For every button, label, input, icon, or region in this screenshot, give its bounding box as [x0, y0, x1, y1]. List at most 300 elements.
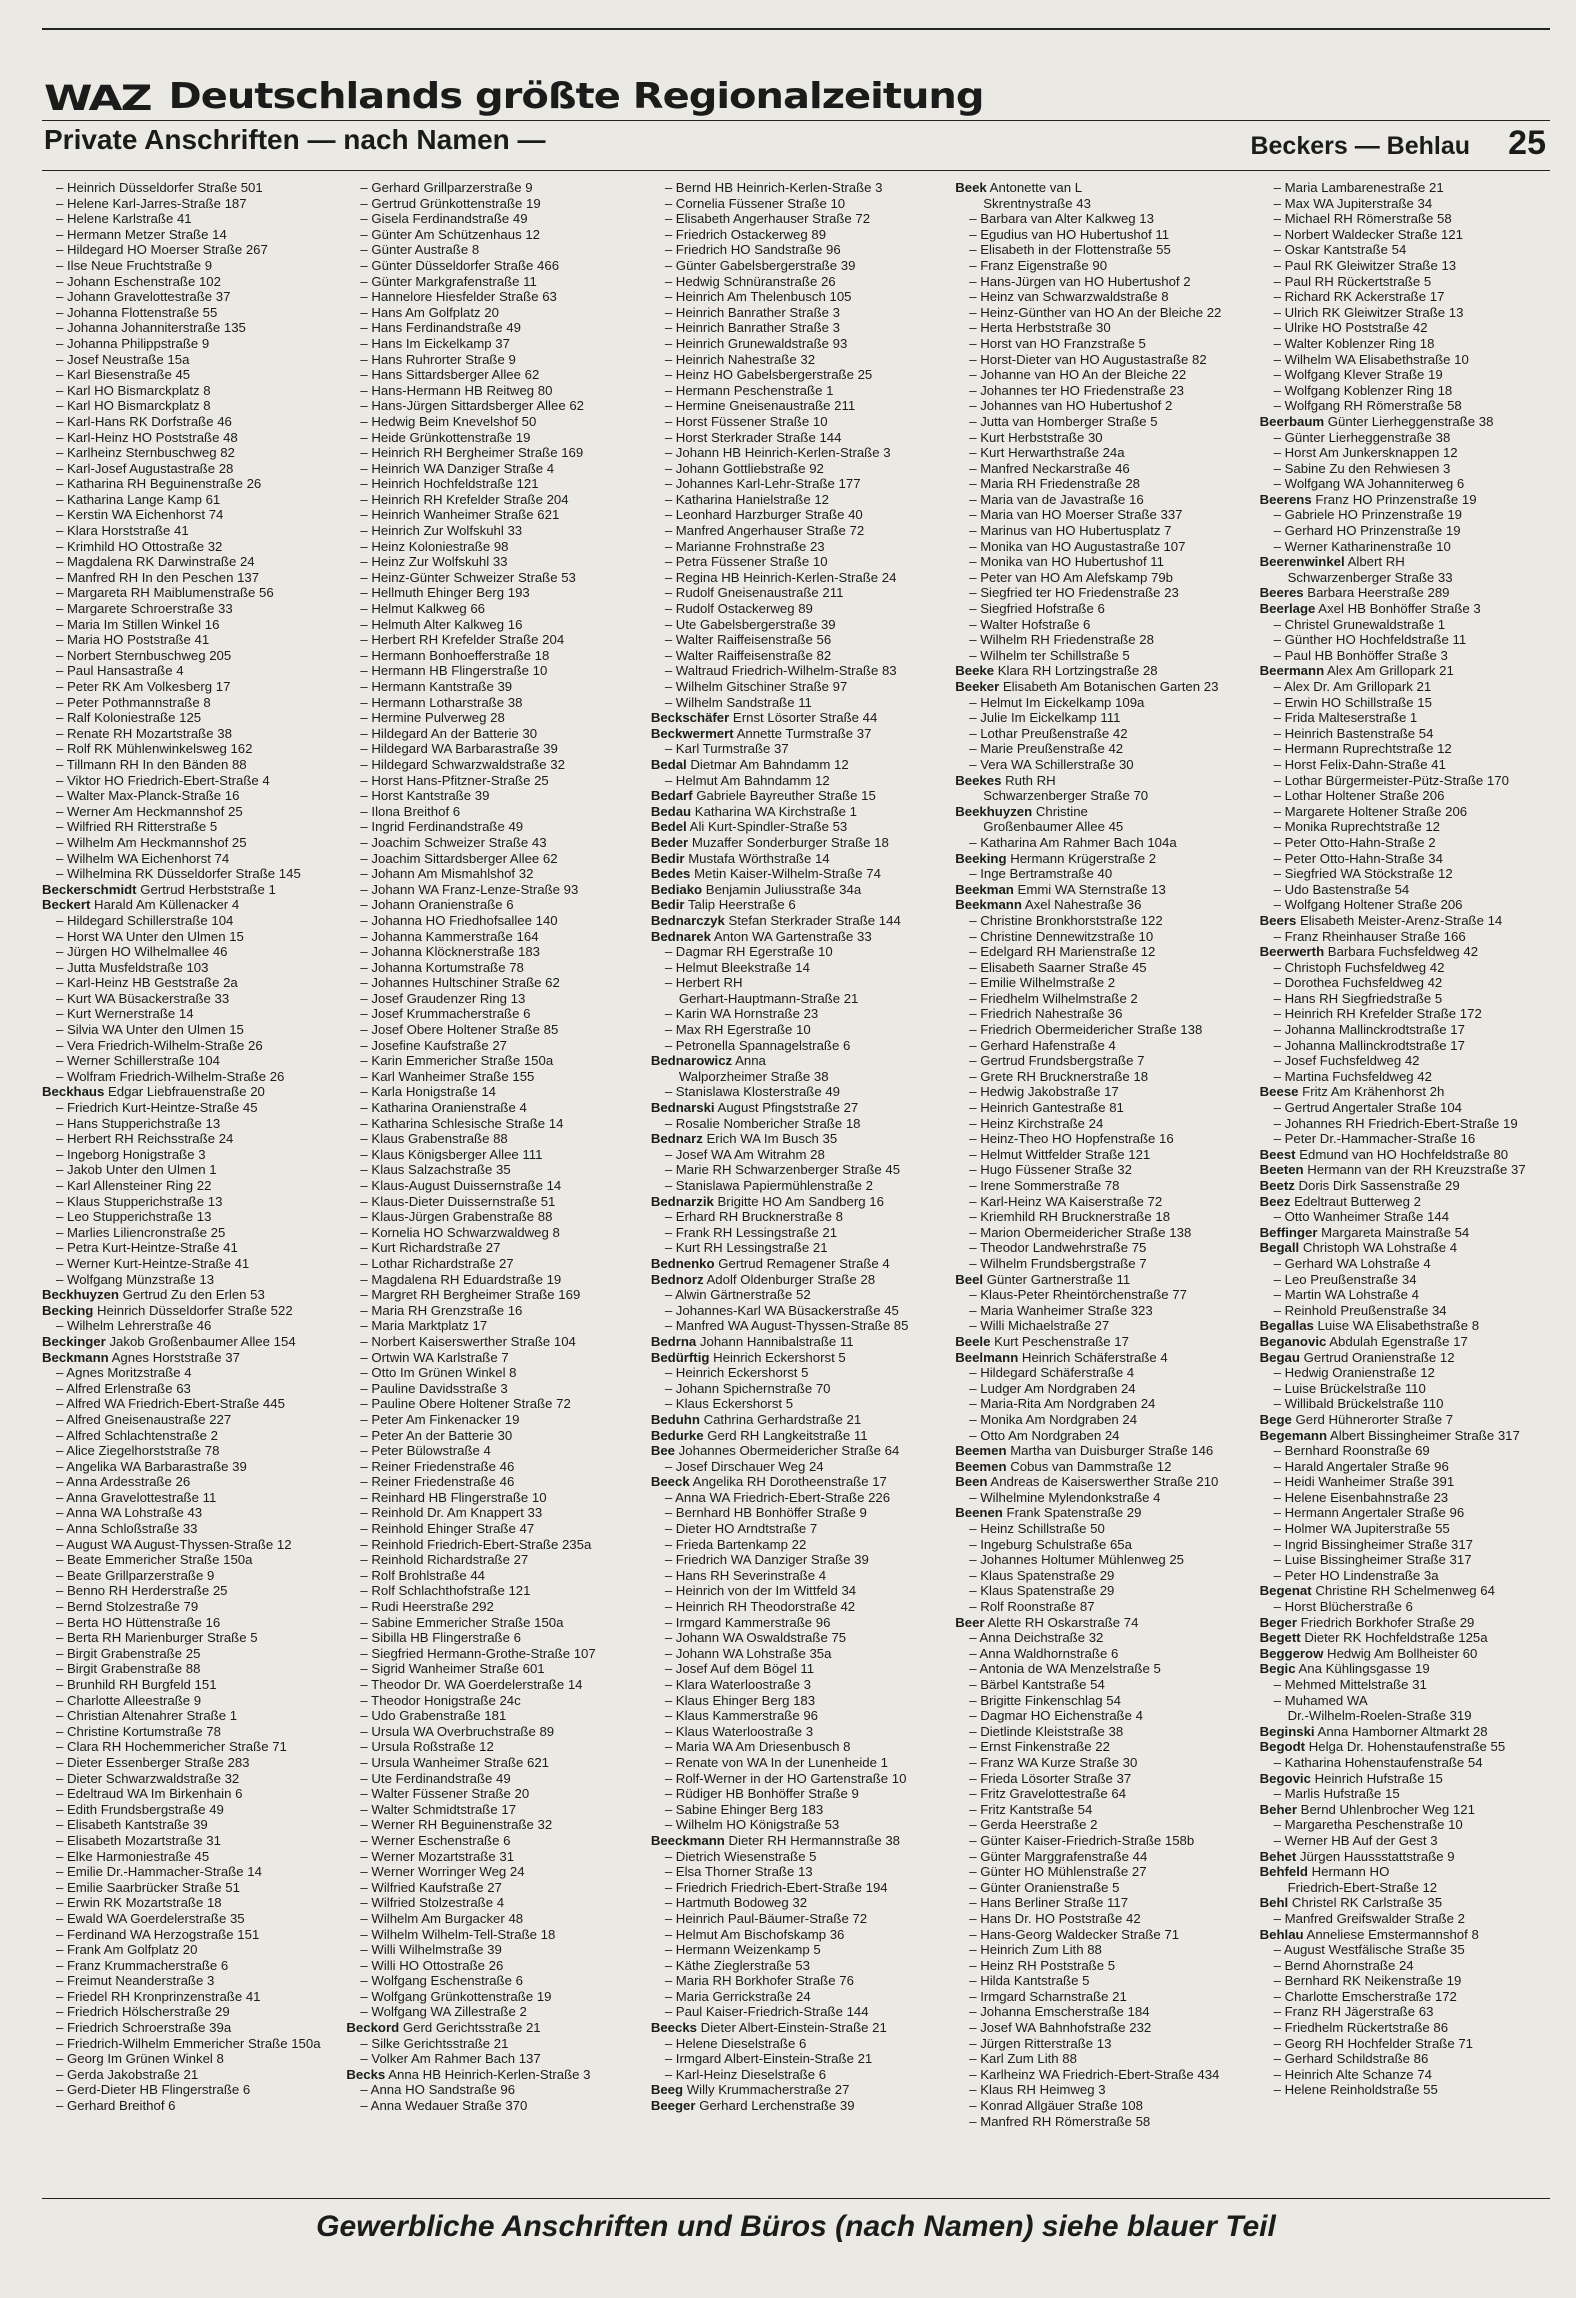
- directory-entry: [42, 1911, 332, 1927]
- directory-entry: [1260, 2082, 1550, 2098]
- entry-details: – Hildegard Schäferstraße 4: [969, 1365, 1135, 1381]
- entry-details: – Rolf RK Mühlenwinkelsweg 162: [56, 741, 253, 757]
- entry-details: Edgar Liebfrauenstraße 20: [104, 1084, 265, 1100]
- directory-entry: [955, 944, 1245, 960]
- directory-entry: [955, 1350, 1245, 1366]
- entry-details: – Brigitte Finkenschlag 54: [969, 1692, 1121, 1708]
- directory-entry: [42, 1240, 332, 1256]
- entry-details: – Alice Ziegelhorststraße 78: [56, 1443, 220, 1459]
- directory-entry: [346, 1318, 636, 1334]
- entry-details: – Pauline Davidsstraße 3: [360, 1380, 508, 1396]
- entry-details: – Walter Füssener Straße 20: [360, 1786, 530, 1802]
- directory-entry: [955, 2114, 1245, 2130]
- entry-details: – Friedrich-Wilhelm Emmericher Straße 150a: [56, 2035, 321, 2051]
- entry-details: Johann Hannibalstraße 11: [696, 1333, 854, 1349]
- directory-entry: [955, 882, 1245, 898]
- entry-details: – Karin Emmericher Straße 150a: [360, 1053, 554, 1069]
- entry-details: – Klaus-Jürgen Grabenstraße 88: [360, 1209, 553, 1225]
- directory-entry: [42, 461, 332, 477]
- directory-entry: [651, 1084, 941, 1100]
- entry-details: Erich WA Im Busch 35: [702, 1131, 838, 1147]
- directory-entry: [346, 445, 636, 461]
- entry-details: – Marion Obermeidericher Straße 138: [969, 1224, 1192, 1240]
- entry-details: Schwarzenberger Straße 70: [983, 788, 1149, 804]
- directory-entry: [1260, 1521, 1550, 1537]
- surname: Beelmann: [955, 1349, 1019, 1365]
- directory-entry: [955, 1537, 1245, 1553]
- directory-entry: [346, 1162, 636, 1178]
- directory-entry: [346, 1802, 636, 1818]
- entry-details: – Josef Dirschauer Weg 24: [664, 1458, 824, 1474]
- directory-entry: [1260, 804, 1550, 820]
- entry-details: – Reinhold Dr. Am Knappert 33: [360, 1505, 543, 1521]
- entry-details: – Hermann Kantstraße 39: [360, 679, 513, 694]
- surname: Beer: [955, 1614, 985, 1630]
- directory-entry: [1260, 2051, 1550, 2067]
- entry-details: Christel RK Carlstraße 35: [1288, 1895, 1443, 1911]
- entry-details: – Luise Bissingheimer Straße 317: [1273, 1552, 1472, 1568]
- entry-details: – Horst Hans-Pfitzner-Straße 25: [360, 772, 549, 788]
- surname: Beemen: [955, 1443, 1007, 1459]
- entry-details: – Klaus Grabenstraße 88: [360, 1131, 508, 1147]
- directory-entry: [955, 726, 1245, 742]
- entry-details: – Dagmar RH Egerstraße 10: [664, 944, 833, 960]
- entry-details: – Manfred RH Römerstraße 58: [969, 2113, 1151, 2129]
- directory-entry: [955, 1521, 1245, 1537]
- directory-entry: [1260, 1100, 1550, 1116]
- surname: Beez: [1259, 1193, 1291, 1209]
- entry-details: – Gabriele HO Prinzenstraße 19: [1273, 507, 1462, 523]
- entry-details: – Helene Dieselstraße 6: [664, 2035, 807, 2051]
- directory-entry: [651, 430, 941, 446]
- entry-details: – Hans-Jürgen Sittardsberger Allee 62: [360, 398, 584, 414]
- entry-details: Hermann van der RH Kreuzstraße 37: [1303, 1162, 1526, 1178]
- directory-entry: [42, 227, 332, 243]
- surname: Beerens: [1259, 491, 1312, 507]
- entry-details: – Hans-Hermann HB Reitweg 80: [360, 382, 553, 398]
- entry-details: – Werner Mozartstraße 31: [360, 1848, 515, 1864]
- entry-details: – Ingeburg Schulstraße 65a: [969, 1536, 1132, 1552]
- entry-details: – Ilona Breithof 6: [360, 803, 461, 819]
- entry-details: – Katharina Oranienstraße 4: [360, 1100, 527, 1116]
- entry-details: Doris Dirk Sassenstraße 29: [1294, 1178, 1460, 1193]
- surname: Bedurke: [650, 1427, 704, 1443]
- directory-entry: [1260, 819, 1550, 835]
- entry-details: – Ursula Wanheimer Straße 621: [360, 1754, 550, 1770]
- directory-entry: [1260, 336, 1550, 352]
- entry-details: – Rolf Roonstraße 87: [969, 1599, 1095, 1615]
- entry-details: – Heinz Schillstraße 50: [969, 1521, 1105, 1537]
- entry-details: – Johannes Holtumer Mühlenweg 25: [969, 1552, 1185, 1568]
- directory-entry: [955, 897, 1245, 913]
- entry-details: – Wilhelm HO Königstraße 53: [664, 1817, 840, 1833]
- directory-entry: [955, 1147, 1245, 1163]
- entry-details: – Günter Marggrafenstraße 44: [969, 1848, 1148, 1864]
- entry-details: – Hermann Bonhoefferstraße 18: [360, 647, 550, 663]
- entry-details: Alex Am Grillopark 21: [1324, 663, 1454, 679]
- directory-entry: [42, 180, 332, 196]
- entry-details: – Lothar Preußenstraße 42: [969, 725, 1128, 741]
- directory-entry: [42, 1038, 332, 1054]
- directory-entry: [1260, 1505, 1550, 1521]
- entry-details: – Johanna Mallinckrodtstraße 17: [1273, 1022, 1465, 1038]
- entry-details: – Günter Austraße 8: [360, 242, 480, 258]
- entry-details: – Johanna HO Friedhofsallee 140: [360, 912, 558, 928]
- entry-details: – Wilhelm Gitschiner Straße 97: [664, 679, 848, 694]
- entry-details: – Klaus Ehinger Berg 183: [664, 1692, 816, 1708]
- masthead-rule: [42, 120, 1550, 121]
- directory-entry: [42, 1880, 332, 1896]
- entry-details: – Reinhold Preußenstraße 34: [1273, 1302, 1447, 1318]
- entry-details: – Günther HO Hochfeldstraße 11: [1273, 632, 1467, 648]
- directory-entry: [651, 1693, 941, 1709]
- surname: Beeke: [955, 663, 995, 679]
- directory-entry: [346, 1880, 636, 1896]
- surname: Begallas: [1259, 1318, 1314, 1334]
- directory-entry: [651, 1147, 941, 1163]
- entry-details: – Marinus van HO Hubertusplatz 7: [969, 523, 1172, 539]
- directory-entry: [42, 1895, 332, 1911]
- directory-entry: [955, 1428, 1245, 1444]
- surname: Bedürftig: [650, 1349, 710, 1365]
- directory-entry: [955, 1833, 1245, 1849]
- directory-entry: [651, 539, 941, 555]
- entry-details: – Elsa Thorner Straße 13: [664, 1864, 813, 1880]
- surname: Beckhaus: [42, 1084, 105, 1100]
- entry-details: – Bernhard Roonstraße 69: [1273, 1443, 1430, 1459]
- directory-entry: [1260, 726, 1550, 742]
- entry-details: – Renate von WA In der Lunenheide 1: [664, 1754, 888, 1770]
- directory-entry: [42, 1116, 332, 1132]
- entry-details: Cobus van Dammstraße 12: [1006, 1458, 1172, 1474]
- entry-details: – Birgit Grabenstraße 88: [56, 1661, 201, 1677]
- entry-details: – Hermann Weizenkamp 5: [664, 1942, 821, 1958]
- directory-entry: [651, 2082, 941, 2098]
- entry-details: – Heinrich Grunewaldstraße 93: [664, 335, 848, 351]
- entry-details: – Franz RH Jägerstraße 63: [1273, 2004, 1434, 2020]
- surname: Becking: [42, 1302, 94, 1318]
- entry-details: – Petra Kurt-Heintze-Straße 41: [56, 1240, 238, 1256]
- directory-entry: [42, 523, 332, 539]
- entry-details: – Hermann HB Flingerstraße 10: [360, 663, 548, 679]
- surname: Beckschäfer: [650, 710, 730, 726]
- directory-entry: [651, 1583, 941, 1599]
- entry-details: – Maria-Rita Am Nordgraben 24: [969, 1396, 1156, 1412]
- directory-entry: [1260, 1849, 1550, 1865]
- directory-entry: [955, 1895, 1245, 1911]
- directory-entry: [346, 1771, 636, 1787]
- directory-entry: [651, 1505, 941, 1521]
- directory-entry: [346, 726, 636, 742]
- surname: Beeg: [650, 2082, 684, 2098]
- directory-entry: [346, 352, 636, 368]
- directory-entry: [1260, 1318, 1550, 1334]
- surname: Beekes: [955, 772, 1002, 788]
- directory-entry: [955, 1786, 1245, 1802]
- directory-entry: [1260, 710, 1550, 726]
- directory-entry: [955, 570, 1245, 586]
- directory-entry: [651, 601, 941, 617]
- entry-details: – Hartmuth Bodoweg 32: [664, 1895, 808, 1911]
- entry-details: – Heinrich Banrather Straße 3: [664, 304, 840, 320]
- entry-details: – Johanna Johanniterstraße 135: [56, 320, 246, 336]
- entry-details: – Reinhold Ehinger Straße 47: [360, 1521, 535, 1537]
- entry-details: – Manfred Angerhauser Straße 72: [664, 523, 865, 539]
- directory-entry: [1260, 1084, 1550, 1100]
- directory-entry: [1260, 1973, 1550, 1989]
- directory-entry: [651, 726, 941, 742]
- entry-details: Anna Hamborner Altmarkt 28: [1314, 1723, 1488, 1739]
- directory-entry: [42, 1162, 332, 1178]
- directory-entry: [651, 1490, 941, 1506]
- entry-details: – Anna Waldhornstraße 6: [969, 1645, 1119, 1661]
- surname: Beeten: [1259, 1162, 1304, 1178]
- directory-entry: [1260, 383, 1550, 399]
- entry-details: – Silvia WA Unter den Ulmen 15: [56, 1022, 244, 1038]
- entry-details: – Walter Koblenzer Ring 18: [1273, 335, 1435, 351]
- entry-details: – Günter Oranienstraße 5: [969, 1879, 1120, 1895]
- directory-entry: [651, 1989, 941, 2005]
- directory-entry: [955, 1911, 1245, 1927]
- directory-entry: [651, 242, 941, 258]
- directory-entry: [651, 1038, 941, 1054]
- entry-details: – Wilhelm Wilhelm-Tell-Straße 18: [360, 1926, 556, 1942]
- directory-entry: [1260, 1708, 1550, 1724]
- entry-details: – Erwin HO Schillstraße 15: [1273, 694, 1432, 710]
- entry-details: Dieter RH Hermannstraße 38: [724, 1832, 901, 1848]
- entry-details: – Marlis Hufstraße 15: [1273, 1786, 1400, 1802]
- directory-entry: [1260, 1958, 1550, 1974]
- entry-details: – Bernd Stolzestraße 79: [56, 1599, 199, 1615]
- directory-entry: [346, 1069, 636, 1085]
- entry-details: – Wolfgang WA Johanniterweg 6: [1273, 476, 1465, 492]
- entry-details: – Karla Honigstraße 14: [360, 1084, 497, 1100]
- directory-entry: [955, 1318, 1245, 1334]
- entry-details: – Reinhold Richardstraße 27: [360, 1552, 529, 1568]
- directory-entry: [955, 804, 1245, 820]
- directory-entry: [346, 585, 636, 601]
- directory-entry: [1260, 897, 1550, 913]
- directory-entry: [42, 1350, 332, 1366]
- directory-entry: [955, 1100, 1245, 1116]
- entry-details: – Hans Im Eickelkamp 37: [360, 335, 510, 351]
- entry-details: – Herbert RH: [664, 975, 743, 991]
- directory-entry: [42, 1630, 332, 1646]
- entry-details: – Emilie Saarbrücker Straße 51: [56, 1879, 240, 1895]
- directory-entry: [1260, 679, 1550, 695]
- directory-entry: [651, 1178, 941, 1194]
- surname: Beers: [1259, 912, 1297, 928]
- directory-entry: [651, 1287, 941, 1303]
- directory-entry: [955, 1724, 1245, 1740]
- directory-entry: [955, 367, 1245, 383]
- entry-details: – Gertrud Grünkottenstraße 19: [360, 195, 541, 211]
- entry-details: – Rudi Heerstraße 292: [360, 1599, 494, 1615]
- directory-entry: [42, 991, 332, 1007]
- entry-details: – Werner Katharinenstraße 10: [1273, 538, 1451, 554]
- entry-details: – Edith Frundsbergstraße 49: [56, 1801, 224, 1817]
- entry-details: – Helmut Wittfelder Straße 121: [969, 1146, 1151, 1162]
- surname: Bednarzik: [650, 1193, 714, 1209]
- directory-entry: [955, 2036, 1245, 2052]
- surname: Beerlage: [1259, 601, 1316, 617]
- entry-details: – Johannes-Karl WA Büsackerstraße 45: [664, 1302, 899, 1318]
- directory-entry: [42, 383, 332, 399]
- directory-entry: [651, 1365, 941, 1381]
- surname: Bednarek: [650, 928, 711, 944]
- directory-entry: [955, 476, 1245, 492]
- surname: Bednenko: [650, 1255, 715, 1271]
- directory-entry: [955, 1412, 1245, 1428]
- directory-entry: [42, 632, 332, 648]
- directory-entry: [346, 1038, 636, 1054]
- directory-entry: [346, 1365, 636, 1381]
- entry-details: – Ingrid Bissingheimer Straße 317: [1273, 1536, 1474, 1552]
- directory-entry: [651, 866, 941, 882]
- entry-details: Agnes Horststraße 37: [108, 1349, 240, 1365]
- directory-entry: [955, 1069, 1245, 1085]
- surname: Begau: [1259, 1349, 1300, 1365]
- directory-entry: [1260, 1428, 1550, 1444]
- directory-entry: [955, 695, 1245, 711]
- entry-details: – Erhard RH Brucknerstraße 8: [664, 1209, 843, 1225]
- directory-entry: [1260, 227, 1550, 243]
- entry-details: – Karl-Heinz Dieselstraße 6: [664, 2066, 827, 2082]
- directory-entry: [1260, 367, 1550, 383]
- entry-details: – Ulrich RK Gleiwitzer Straße 13: [1273, 304, 1464, 320]
- directory-entry: [651, 913, 941, 929]
- directory-entry: [346, 1272, 636, 1288]
- directory-entry: [1260, 1006, 1550, 1022]
- listing-columns: [42, 180, 1550, 2190]
- entry-details: – Hedwig Oranienstraße 12: [1273, 1365, 1435, 1381]
- entry-details: – Heinrich Paul-Bäumer-Straße 72: [664, 1910, 868, 1926]
- top-rule: [42, 28, 1550, 30]
- directory-entry: [1260, 1209, 1550, 1225]
- directory-entry: [955, 1334, 1245, 1350]
- entry-details: – Karl Turmstraße 37: [664, 741, 789, 757]
- entry-details: Muzaffer Sonderburger Straße 18: [688, 834, 889, 850]
- directory-entry: [955, 1194, 1245, 1210]
- directory-entry: [955, 1677, 1245, 1693]
- directory-entry: [955, 1006, 1245, 1022]
- directory-entry: [42, 1396, 332, 1412]
- entry-details: – Manfred WA August-Thyssen-Straße 85: [664, 1318, 909, 1334]
- directory-entry: [346, 1147, 636, 1163]
- directory-entry: [955, 507, 1245, 523]
- surname: Beeckmann: [650, 1832, 725, 1848]
- surname: Bee: [650, 1443, 676, 1459]
- directory-entry: [651, 1708, 941, 1724]
- entry-details: – Maria HO Poststraße 41: [56, 632, 210, 648]
- directory-entry: [346, 1537, 636, 1553]
- entry-details: Axel HB Bonhöffer Straße 3: [1315, 601, 1481, 617]
- entry-details: Gerd RH Langkeitstraße 11: [703, 1427, 868, 1443]
- entry-details: – Klaus Kammerstraße 96: [664, 1708, 818, 1724]
- entry-details: – Herbert RH Krefelder Straße 204: [360, 632, 565, 648]
- surname: Beger: [1259, 1614, 1298, 1630]
- directory-entry: [42, 1381, 332, 1397]
- entry-details: – Christine Kortumstraße 78: [56, 1723, 221, 1739]
- directory-entry: [42, 1505, 332, 1521]
- entry-details: Gerhard Lerchenstraße 39: [695, 2098, 855, 2114]
- entry-details: – Johanna Mallinckrodtstraße 17: [1273, 1037, 1465, 1053]
- directory-entry: [346, 1490, 636, 1506]
- entry-details: – Kurt RH Lessingstraße 21: [664, 1240, 828, 1256]
- directory-entry: [651, 523, 941, 539]
- entry-details: Anneliese Emstermannshof 8: [1303, 1926, 1479, 1942]
- directory-entry: [651, 1443, 941, 1459]
- directory-entry: [42, 601, 332, 617]
- entry-details: – Manfred RH In den Peschen 137: [56, 569, 260, 585]
- entry-details: – Christel Grunewaldstraße 1: [1273, 616, 1446, 632]
- directory-entry: [955, 1256, 1245, 1272]
- directory-entry: [1260, 944, 1550, 960]
- directory-entry: [346, 851, 636, 867]
- directory-entry: [651, 1755, 941, 1771]
- directory-entry: [651, 1880, 941, 1896]
- entry-details: – Jutta Musfeldstraße 103: [56, 959, 209, 975]
- directory-entry: [955, 445, 1245, 461]
- directory-entry: [42, 617, 332, 633]
- directory-entry: [1260, 523, 1550, 539]
- entry-details: Dieter RK Hochfeldstraße 125a: [1300, 1630, 1488, 1646]
- entry-details: – Heinrich Zum Lith 88: [969, 1942, 1102, 1958]
- directory-entry: [42, 476, 332, 492]
- entry-details: – Heinrich Zur Wolfskuhl 33: [360, 523, 523, 539]
- directory-entry: [955, 1381, 1245, 1397]
- entry-details: – Johanna Philippstraße 9: [56, 335, 210, 351]
- directory-entry: [955, 710, 1245, 726]
- directory-entry: [955, 2004, 1245, 2020]
- entry-details: Hermann Krügerstraße 2: [1006, 850, 1157, 866]
- surname: Beecks: [650, 2020, 698, 2036]
- entry-details: – Maria RH Borkhofer Straße 76: [664, 1973, 854, 1989]
- entry-details: – Karl Allensteiner Ring 22: [56, 1178, 212, 1193]
- entry-details: – Beate Emmericher Straße 150a: [56, 1552, 253, 1568]
- directory-entry: [651, 1630, 941, 1646]
- directory-entry: [346, 1630, 636, 1646]
- directory-entry: [42, 585, 332, 601]
- directory-entry: [651, 1677, 941, 1693]
- entry-details: – Charlotte Alleestraße 9: [56, 1692, 202, 1708]
- surname: Beetz: [1259, 1178, 1295, 1193]
- entry-details: – Hildegard An der Batterie 30: [360, 725, 538, 741]
- entry-details: – Horst Blücherstraße 6: [1273, 1599, 1413, 1615]
- entry-details: – Bernd HB Heinrich-Kerlen-Straße 3: [664, 180, 883, 195]
- entry-details: – Hans Ferdinandstraße 49: [360, 320, 521, 336]
- directory-entry: [955, 1583, 1245, 1599]
- directory-entry: [1260, 851, 1550, 867]
- directory-entry: [651, 398, 941, 414]
- directory-entry: [346, 2098, 636, 2114]
- directory-entry: [346, 1194, 636, 1210]
- directory-entry: [1260, 1693, 1550, 1709]
- directory-entry: [1260, 929, 1550, 945]
- surname: Begett: [1259, 1630, 1301, 1646]
- entry-details: Heinrich Schäferstraße 4: [1018, 1349, 1168, 1365]
- entry-details: – Harald Angertaler Straße 96: [1273, 1458, 1449, 1474]
- entry-details: – Karl Biesenstraße 45: [56, 367, 191, 383]
- directory-entry: [42, 1194, 332, 1210]
- directory-entry: [1260, 1116, 1550, 1132]
- entry-details: – Johann WA Oswaldstraße 75: [664, 1630, 847, 1646]
- directory-entry: [346, 1739, 636, 1755]
- directory-entry: [651, 211, 941, 227]
- directory-entry: [42, 1771, 332, 1787]
- directory-entry: [346, 804, 636, 820]
- directory-entry: [42, 960, 332, 976]
